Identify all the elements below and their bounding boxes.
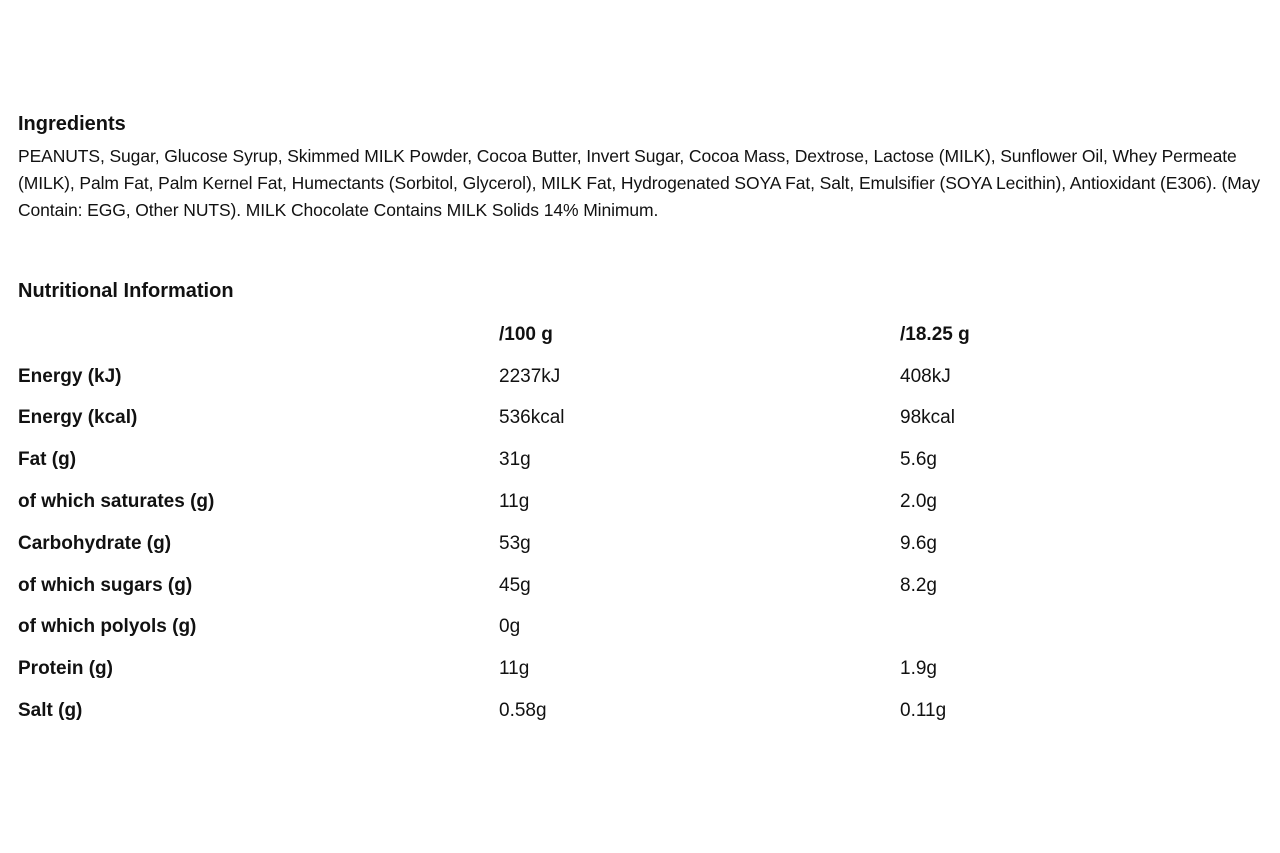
per-100g-value: 0g <box>499 616 521 638</box>
per-serving-value: 98kcal <box>900 407 955 429</box>
ingredients-text: PEANUTS, Sugar, Glucose Syrup, Skimmed MILK Powder, Cocoa Butter, Invert Sugar, Cocoa Mass, Dextrose, Lactose (MILK), Sunflower Oil, Whey Permeate (MILK), Palm Fat, Palm Kernel Fat, Humectants (Sorbitol, Glycerol), MILK Fat, Hydrogenated SOYA Fat, Salt, Emulsifier (SOYA Lecithin), Antioxidant (E306). (May Contain: EGG, Other NUTS). MILK Chocolate Contains MILK Solids 14% Minimum. <box>18 146 1260 220</box>
ingredients-section <box>18 111 1274 224</box>
column-header-per-100g: /100 g <box>499 323 553 345</box>
per-serving-value: 8.2g <box>900 574 937 596</box>
nutrient-label: of which polyols (g) <box>18 616 197 638</box>
nutrition-section <box>18 278 1274 732</box>
per-serving-value: 5.6g <box>900 449 937 471</box>
table-row <box>18 607 1270 649</box>
nutrient-label: Energy (kJ) <box>18 365 122 387</box>
table-row <box>18 356 1270 398</box>
nutrition-header-row <box>18 314 1270 356</box>
table-row <box>18 690 1270 732</box>
product-info <box>18 111 1274 732</box>
nutrient-label: Protein (g) <box>18 658 113 680</box>
table-row <box>18 481 1270 523</box>
per-100g-value: 53g <box>499 532 531 554</box>
ingredients-heading: Ingredients <box>18 113 126 135</box>
per-serving-value: 0.11g <box>900 700 947 722</box>
nutrition-heading: Nutritional Information <box>18 280 234 302</box>
per-100g-value: 2237kJ <box>499 365 561 387</box>
per-serving-value: 2.0g <box>900 491 937 513</box>
table-row <box>18 523 1270 565</box>
per-100g-value: 11g <box>499 658 530 680</box>
nutrient-label: Salt (g) <box>18 700 83 722</box>
column-header-per-serving: /18.25 g <box>900 323 970 345</box>
table-row <box>18 398 1270 440</box>
per-100g-value: 536kcal <box>499 407 565 429</box>
nutrient-label: of which saturates (g) <box>18 491 215 513</box>
per-100g-value: 45g <box>499 574 531 596</box>
per-100g-value: 11g <box>499 491 530 513</box>
per-serving-value <box>900 607 1270 649</box>
per-100g-value: 31g <box>499 449 531 471</box>
table-row <box>18 565 1270 607</box>
nutrient-label: Carbohydrate (g) <box>18 532 172 554</box>
per-serving-value: 9.6g <box>900 532 937 554</box>
per-serving-value: 1.9g <box>900 658 937 680</box>
nutrient-label: of which sugars (g) <box>18 574 193 596</box>
table-row <box>18 648 1270 690</box>
nutrient-label: Energy (kcal) <box>18 407 138 429</box>
nutrition-table <box>18 314 1270 732</box>
table-row <box>18 439 1270 481</box>
column-header-nutrient <box>18 314 499 356</box>
nutrient-label: Fat (g) <box>18 449 77 471</box>
per-100g-value: 0.58g <box>499 700 547 722</box>
per-serving-value: 408kJ <box>900 365 951 387</box>
